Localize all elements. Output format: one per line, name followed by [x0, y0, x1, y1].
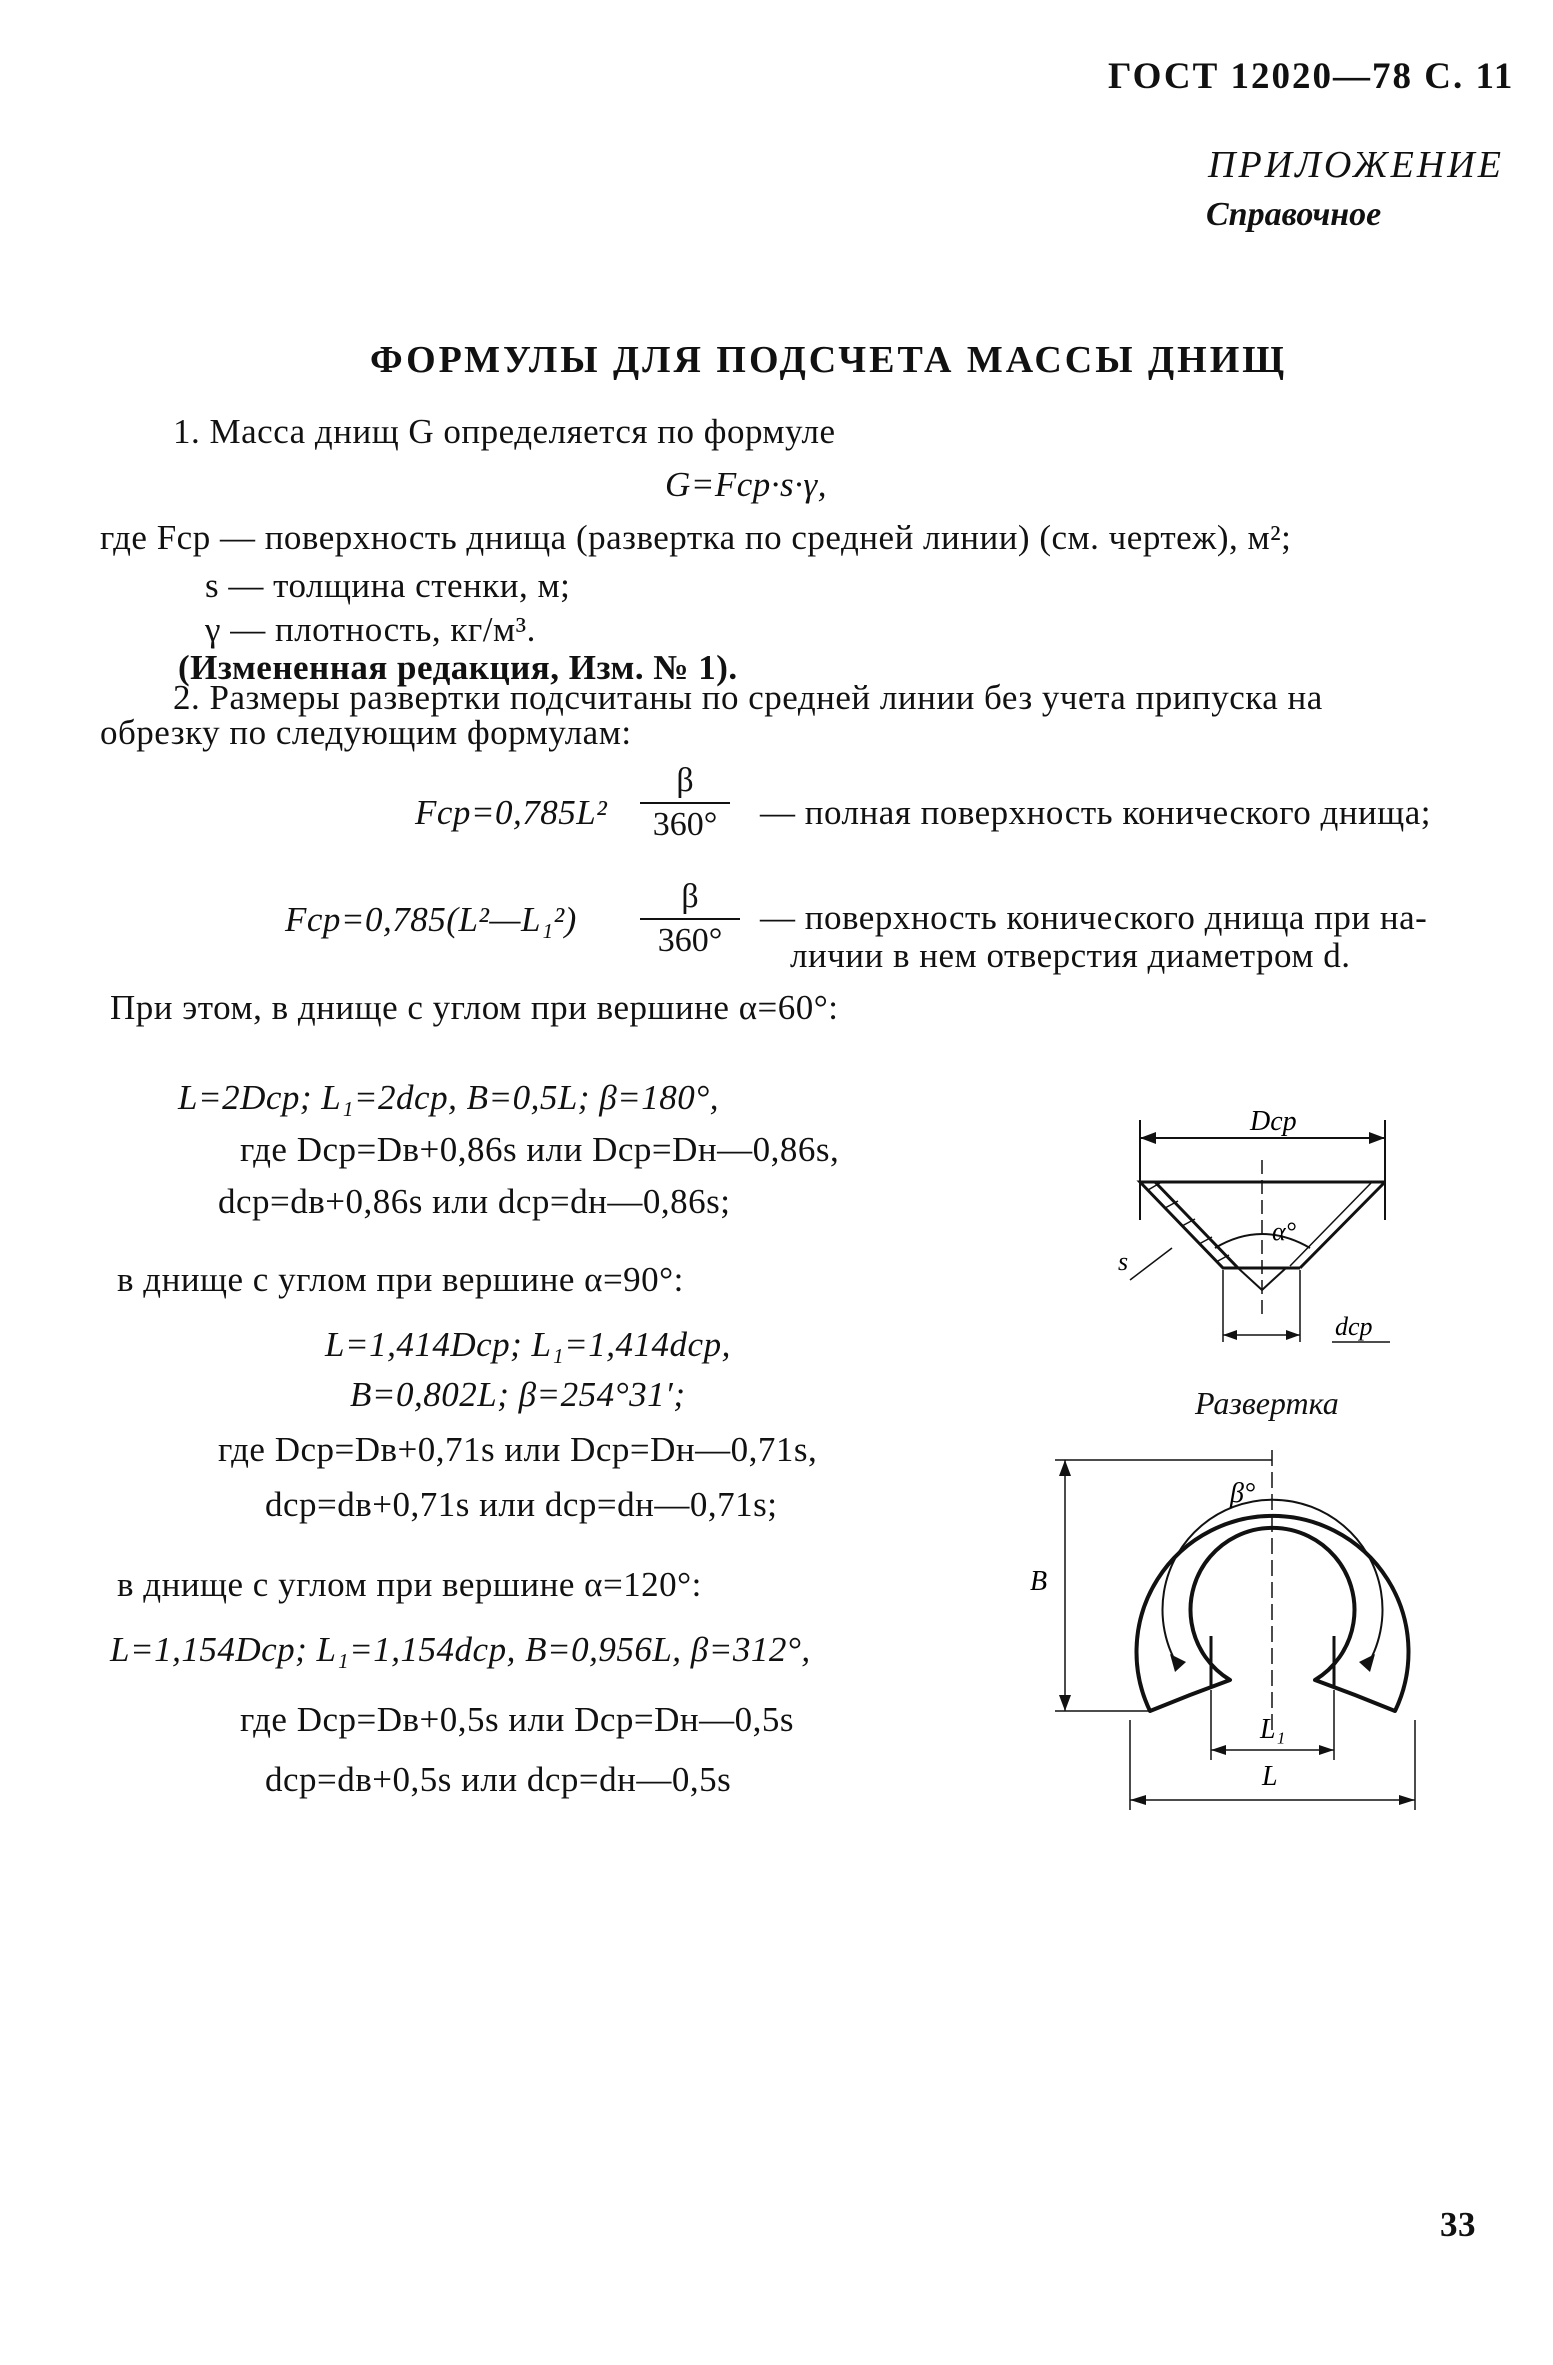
cone-drawing: [1110, 1080, 1410, 1370]
development-drawing: [1010, 1440, 1440, 1830]
mass-formula: G=Fср·s·γ,: [665, 465, 827, 504]
formula-full-fraction: [640, 762, 730, 844]
appendix-label: ПРИЛОЖЕНИЕ: [1208, 144, 1504, 186]
document-reference: ГОСТ 12020—78 С. 11: [1108, 56, 1515, 97]
case60-line3: dср=dв+0,86s или dср=dн—0,86s;: [218, 1182, 731, 1221]
case120-line1: L=1,154Dср; L₁=1,154dср, B=0,956L, β=312°,: [110, 1630, 811, 1669]
where-line-thickness: s — толщина стенки, м;: [205, 566, 571, 605]
dev-label-L1: L₁: [1260, 1714, 1286, 1745]
formula-hole-denominator: 360°: [657, 922, 723, 959]
where-line-surface: где Fср — поверхность днища (развертка по средней линии) (см. чертеж), м²;: [100, 518, 1292, 557]
dev-label-beta: β°: [1230, 1478, 1256, 1509]
case60-line2: где Dср=Dв+0,86s или Dср=Dн—0,86s,: [240, 1130, 840, 1169]
formula-hole-numerator: β: [640, 878, 740, 920]
cone-label-alpha: α°: [1272, 1217, 1297, 1246]
case90-line4: dср=dв+0,71s или dср=dн—0,71s;: [265, 1485, 778, 1524]
formula-full-lhs: Fср=0,785L²: [415, 793, 608, 832]
case90-intro: в днище с углом при вершине α=90°:: [117, 1260, 684, 1299]
formula-full-numerator: β: [640, 762, 730, 804]
development-title: Развертка: [1195, 1385, 1339, 1421]
cone-label-s: s: [1118, 1247, 1129, 1276]
cone-label-d-top: Dср: [1250, 1106, 1297, 1137]
case90-line1: L=1,414Dср; L₁=1,414dср,: [325, 1325, 731, 1364]
case60-line1: L=2Dср; L₁=2dср, B=0,5L; β=180°,: [178, 1078, 719, 1117]
section2-intro-line2: обрезку по следующим формулам:: [100, 713, 632, 752]
where-line-density: γ — плотность, кг/м³.: [205, 610, 536, 649]
formula-hole-description-line2: личии в нем отверстия диаметром d.: [790, 936, 1351, 975]
case60-intro: При этом, в днище с углом при вершине α=60°:: [110, 988, 839, 1027]
formula-full-denominator: 360°: [652, 806, 718, 843]
appendix-sublabel: Справочное: [1206, 196, 1382, 233]
case120-line2: где Dср=Dв+0,5s или Dср=Dн—0,5s: [240, 1700, 795, 1739]
formula-hole-lhs: Fср=0,785(L²—L₁²): [285, 900, 577, 939]
case90-line3: где Dср=Dв+0,71s или Dср=Dн—0,71s,: [218, 1430, 818, 1469]
amendment-note: (Измененная редакция, Изм. № 1).: [178, 648, 738, 687]
case120-intro: в днище с углом при вершине α=120°:: [117, 1565, 702, 1604]
case120-line3: dср=dв+0,5s или dср=dн—0,5s: [265, 1760, 732, 1799]
section2-intro-line1: 2. Размеры развертки подсчитаны по средней линии без учета припуска на: [173, 678, 1323, 717]
dev-label-L: L: [1262, 1761, 1278, 1792]
formula-hole-fraction: [640, 878, 740, 960]
cone-label-d-bottom: dср: [1335, 1312, 1373, 1341]
dev-label-B: B: [1030, 1566, 1048, 1597]
section1-intro: 1. Масса днищ G определяется по формуле: [173, 412, 836, 451]
case90-line2: B=0,802L; β=254°31′;: [350, 1375, 686, 1414]
page-title: ФОРМУЛЫ ДЛЯ ПОДСЧЕТА МАССЫ ДНИЩ: [370, 339, 1288, 381]
page-number: 33: [1440, 2205, 1476, 2244]
formula-hole-description-line1: — поверхность конического днища при на-: [760, 898, 1428, 937]
formula-full-description: — полная поверхность конического днища;: [760, 793, 1431, 832]
